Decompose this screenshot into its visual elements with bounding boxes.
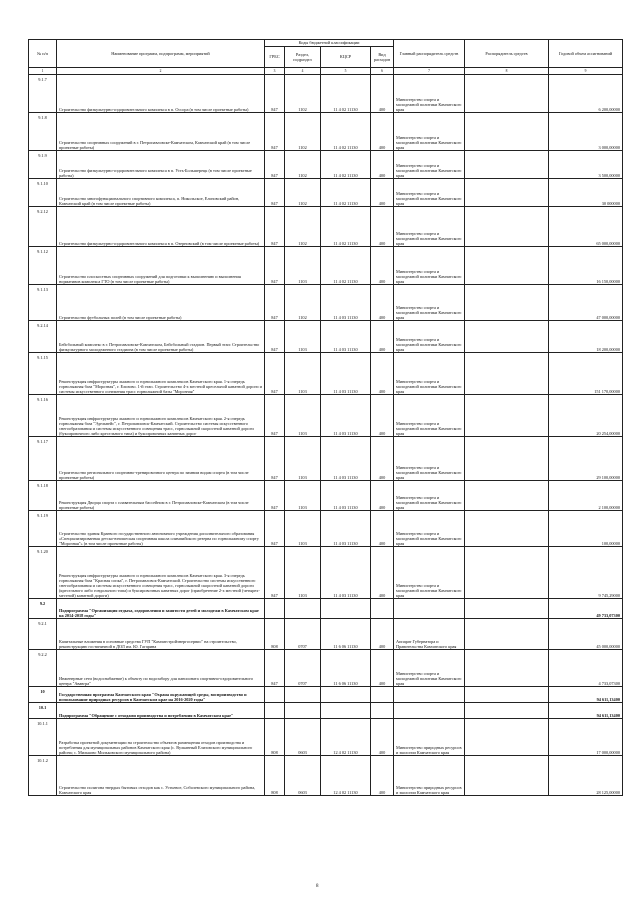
row-ksr: 11 4 03 11130: [321, 437, 371, 481]
row-recipient: [465, 756, 549, 796]
row-razdel: 1103: [285, 321, 321, 353]
row-amount: 29 100,00000: [549, 437, 623, 481]
table-row: [29, 151, 623, 179]
row-main-distributor: Министерство спорта и молодежной политики Камчатского края: [394, 650, 465, 687]
row-amount: 45 000,00000: [549, 619, 623, 650]
row-number: 10.1.1: [29, 719, 57, 756]
row-vid: [371, 599, 394, 619]
row-main-distributor: Министерство спорта и молодежной политики Камчатского края: [394, 151, 465, 179]
row-name: Строительство здания Краевого государственного автономного учреждения дополнительного образования «Специализированная детско-юношеская спортивная школа олимпийского резерва по горнолыжному спорту "Морозная"» (в том числе проектные работы): [57, 511, 265, 547]
row-main-distributor: Министерство спорта и молодежной политики Камчатского края: [394, 113, 465, 151]
row-vid: 400: [371, 75, 394, 113]
row-razdel: 1102: [285, 207, 321, 247]
row-name: Бейсбольный комплекс в г. Петропавловске-Камчатском, Бейсбольный стадион. Первый этап: Строительство физкультурного молодежнного стадиона (в том числе проектные работы): [57, 321, 265, 353]
row-amount: 3 500,00000: [549, 151, 623, 179]
row-recipient: [465, 113, 549, 151]
row-main-distributor: Министерство спорта и молодежной политики Камчатского края: [394, 247, 465, 285]
row-razdel: [285, 599, 321, 619]
table-row: [29, 75, 623, 113]
row-ksr: 11 4 03 11130: [321, 481, 371, 511]
table-row: [29, 650, 623, 687]
row-grbs: 847: [265, 113, 285, 151]
row-ksr: 11 4 03 11130: [321, 547, 371, 599]
table-body: [29, 75, 623, 796]
row-razdel: 0707: [285, 619, 321, 650]
row-number: 9.1.9: [29, 151, 57, 179]
row-recipient: [465, 719, 549, 756]
row-name: Строительство физкультурно-оздоровительного комплекса в п. Усть-Большерецк (в том числе проектные работы): [57, 151, 265, 179]
row-grbs: 847: [265, 547, 285, 599]
row-grbs: 847: [265, 511, 285, 547]
row-grbs: 847: [265, 247, 285, 285]
table-row: [29, 179, 623, 207]
table-row: [29, 756, 623, 796]
row-vid: 400: [371, 395, 394, 437]
row-number: 9.1.10: [29, 179, 57, 207]
row-main-distributor: Министерство спорта и молодежной политики Камчатского края: [394, 353, 465, 395]
row-razdel: 1103: [285, 395, 321, 437]
col-name-header: Наименование программ, подпрограмм, мероприятий: [57, 40, 265, 68]
column-number: 7: [394, 68, 465, 75]
table-row: [29, 619, 623, 650]
row-number: 9.1.17: [29, 437, 57, 481]
col-total-header: Годовой объем ассигнований: [549, 40, 623, 68]
table-row: [29, 321, 623, 353]
table-row: [29, 719, 623, 756]
row-name: Подпрограмма "Организация отдыха, оздоровления и занятости детей и молодежи в Камчатском крае на 2014-2018 годы": [57, 599, 265, 619]
row-recipient: [465, 547, 549, 599]
col-vid-header: Вид расходов: [371, 47, 394, 68]
column-number: 9: [549, 68, 623, 75]
row-ksr: [321, 687, 371, 703]
row-number: 9.2.1: [29, 619, 57, 650]
col-ksr-header: КЦСР: [321, 47, 371, 68]
row-main-distributor: Министерство спорта и молодежной политики Камчатского края: [394, 511, 465, 547]
row-grbs: 847: [265, 353, 285, 395]
row-name: Государственная программа Камчатского края "Охрана окружающей среды, воспроизводство и использование природных ресурсов в Камчатском крае на 2016-2020 годы": [57, 687, 265, 703]
row-number: 9.2.12: [29, 207, 57, 247]
row-recipient: [465, 179, 549, 207]
row-main-distributor: Министерство спорта и молодежной политики Камчатского края: [394, 75, 465, 113]
row-amount: 18 200,00000: [549, 321, 623, 353]
row-number: 9.2: [29, 599, 57, 619]
row-ksr: 11 6 06 11130: [321, 619, 371, 650]
row-vid: 400: [371, 437, 394, 481]
row-ksr: 11 4 02 11130: [321, 113, 371, 151]
row-razdel: 1102: [285, 151, 321, 179]
row-recipient: [465, 687, 549, 703]
row-name: Реконструкция инфраструктуры лыжного и горнолыжного комплексов Камчатского края. 1-я очередь горнолыжная база "Морозная", г. Елизово. 1-й этап. Строительство 4-х местной кресельной канатной дороги и системы искусственного оснежения трасс горнолыжной базы "Морозная": [57, 353, 265, 395]
row-name: Строительство физкультурно-оздоровительного комплекса в п. Оссора (в том числе проектные работы): [57, 75, 265, 113]
row-name: Подпрограмма "Обращение с отходами производства и потребления в Камчатском крае": [57, 703, 265, 719]
row-razdel: 1103: [285, 547, 321, 599]
row-amount: 100,00000: [549, 511, 623, 547]
row-ksr: 12 4 02 11130: [321, 719, 371, 756]
row-number: 9.2.2: [29, 650, 57, 687]
row-name: Разработка проектной документации на строительство объектов размещения отходов производства и потребления для муниципальных районов Камчатского края (с. Вулканный Елизовского муниципального района; с. Мильково Мильковского муниципального района): [57, 719, 265, 756]
row-main-distributor: [394, 703, 465, 719]
row-recipient: [465, 75, 549, 113]
row-vid: 400: [371, 113, 394, 151]
row-vid: 400: [371, 179, 394, 207]
row-vid: [371, 687, 394, 703]
row-number: 10.1: [29, 703, 57, 719]
row-recipient: [465, 151, 549, 179]
row-number: 9.1.18: [29, 481, 57, 511]
col-num-header: № п/п: [29, 40, 57, 68]
row-recipient: [465, 353, 549, 395]
row-ksr: 11 4 02 11130: [321, 75, 371, 113]
column-number: 6: [371, 68, 394, 75]
row-vid: 400: [371, 207, 394, 247]
row-vid: 400: [371, 756, 394, 796]
row-amount: 30 000000: [549, 179, 623, 207]
row-grbs: 847: [265, 151, 285, 179]
row-name: Реконструкция инфраструктуры лыжного и горнолыжного комплексов Камчатского края. 2-я очередь горнолыжная база "Эдельвейс", г. Петропавловск-Камчатский. Строительство системы искусственного снегообразования и системы искусственного освещения трасс, горнолыжной скоростной канатной дороги (буксировочного либо кресельного типа) и буксировочных канатных дорог: [57, 395, 265, 437]
row-name: Строительство полигона твердых бытовых отходов как с. Устьевое, Соболевского муниципального района, Камчатского края: [57, 756, 265, 796]
column-number: 4: [285, 68, 321, 75]
row-name: Реконструкция Дворца спорта с плавательным бассейном в г. Петропавловске-Камчатском (в том числе проектные работы): [57, 481, 265, 511]
row-name: Строительство плоскостных спортивных сооружений для подготовки к выполнению и выполнения нормативов комплекса ГТО (в том числе проектные работы): [57, 247, 265, 285]
row-amount: 20 254,00000: [549, 395, 623, 437]
row-main-distributor: [394, 687, 465, 703]
row-grbs: 847: [265, 481, 285, 511]
row-number: 9.1.15: [29, 353, 57, 395]
row-amount: 9 745,29000: [549, 547, 623, 599]
row-amount: 3 000,00000: [549, 113, 623, 151]
row-recipient: [465, 619, 549, 650]
row-recipient: [465, 437, 549, 481]
row-amount: 4 733,07300: [549, 650, 623, 687]
row-amount: 49 733,07300: [549, 599, 623, 619]
row-ksr: 11 4 03 11130: [321, 321, 371, 353]
row-amount: 94 611,13400: [549, 687, 623, 703]
row-grbs: [265, 703, 285, 719]
row-vid: 400: [371, 719, 394, 756]
row-recipient: [465, 650, 549, 687]
row-grbs: 847: [265, 395, 285, 437]
row-amount: 16 150,00000: [549, 247, 623, 285]
column-number-row: [29, 68, 623, 75]
row-name: Реконструкция инфраструктуры лыжного и горнолыжного комплексов Камчатского края. 3-я очередь горнолыжная база "Красная сопка", г. Петропавловск-Камчатский. Строительство системы искусственного снегообразования и системы искусственного освещения трасс, горнолыжной скоростной канатной дороги (кресельного либо гондольного типа) и буксировочных канатных дорог (приобретение 2-х местной (четырех-местной) канатной дороги): [57, 547, 265, 599]
row-number: 9.1.8: [29, 113, 57, 151]
row-razdel: 1103: [285, 247, 321, 285]
column-number: 3: [265, 68, 285, 75]
row-grbs: 847: [265, 437, 285, 481]
row-ksr: 11 4 02 11130: [321, 247, 371, 285]
row-grbs: 808: [265, 619, 285, 650]
row-razdel: 0603: [285, 719, 321, 756]
row-grbs: [265, 687, 285, 703]
col-main-header: Главный распорядитель средств: [394, 40, 465, 68]
row-vid: 400: [371, 511, 394, 547]
row-razdel: 1103: [285, 481, 321, 511]
row-ksr: 11 4 03 11130: [321, 285, 371, 321]
row-main-distributor: Министерство природных ресурсов и экологии Камчатского края: [394, 756, 465, 796]
column-number: 2: [57, 68, 265, 75]
row-amount: 94 611,13400: [549, 703, 623, 719]
row-razdel: 0707: [285, 650, 321, 687]
row-recipient: [465, 511, 549, 547]
row-recipient: [465, 247, 549, 285]
row-grbs: 847: [265, 650, 285, 687]
row-razdel: 1102: [285, 113, 321, 151]
row-number: 9.1.7: [29, 75, 57, 113]
row-razdel: [285, 703, 321, 719]
row-main-distributor: Министерство спорта и молодежной политики Камчатского края: [394, 207, 465, 247]
page-number: 8: [316, 884, 319, 889]
column-number: 5: [321, 68, 371, 75]
row-main-distributor: Министерство спорта и молодежной политики Камчатского края: [394, 395, 465, 437]
row-vid: [371, 703, 394, 719]
row-ksr: 11 6 06 11130: [321, 650, 371, 687]
row-razdel: 1103: [285, 511, 321, 547]
table-row: [29, 481, 623, 511]
col-razdel-header: Раздел, подраздел: [285, 47, 321, 68]
row-grbs: 847: [265, 285, 285, 321]
row-grbs: 808: [265, 719, 285, 756]
table-row: [29, 353, 623, 395]
col-grbs-header: ГРБС: [265, 47, 285, 68]
table-row: [29, 599, 623, 619]
row-grbs: 808: [265, 756, 285, 796]
row-vid: 400: [371, 650, 394, 687]
row-main-distributor: Министерство спорта и молодежной политики Камчатского края: [394, 285, 465, 321]
table-row: [29, 113, 623, 151]
row-number: 9.1.19: [29, 511, 57, 547]
row-ksr: [321, 599, 371, 619]
table-row: [29, 395, 623, 437]
row-razdel: 1102: [285, 75, 321, 113]
row-amount: 65 000,00000: [549, 207, 623, 247]
row-vid: 400: [371, 619, 394, 650]
row-ksr: 11 4 03 11130: [321, 353, 371, 395]
row-grbs: 847: [265, 179, 285, 207]
row-vid: 400: [371, 547, 394, 599]
row-number: 10: [29, 687, 57, 703]
row-vid: 400: [371, 151, 394, 179]
row-razdel: [285, 687, 321, 703]
row-amount: 151 170,00000: [549, 353, 623, 395]
row-ksr: 12 4 02 11130: [321, 756, 371, 796]
row-vid: 400: [371, 285, 394, 321]
row-vid: 400: [371, 247, 394, 285]
row-recipient: [465, 321, 549, 353]
row-vid: 400: [371, 481, 394, 511]
row-recipient: [465, 703, 549, 719]
row-vid: 400: [371, 321, 394, 353]
table-row: [29, 437, 623, 481]
row-name: Инженерные сети (водоснабжение) к объекту по водозабору для пансионата спортивно-оздоровительного центра "Ававгра": [57, 650, 265, 687]
row-main-distributor: Аппарат Губернатора и Правительства Камчатского края: [394, 619, 465, 650]
row-razdel: 1103: [285, 437, 321, 481]
row-name: Строительство спортивных сооружений в г. Петропавловске-Камчатском, Камчатский край (в том числе проектные работы): [57, 113, 265, 151]
row-ksr: 11 4 02 11130: [321, 207, 371, 247]
table-row: [29, 511, 623, 547]
row-razdel: 0603: [285, 756, 321, 796]
row-amount: 17 000,00000: [549, 719, 623, 756]
row-main-distributor: Министерство спорта и молодежной политики Камчатского края: [394, 437, 465, 481]
row-razdel: 1102: [285, 285, 321, 321]
codes-group-header: Коды бюджетной классификации: [265, 40, 394, 47]
row-recipient: [465, 599, 549, 619]
row-number: 9.2.14: [29, 321, 57, 353]
table-row: [29, 703, 623, 719]
row-number: 9.1.13: [29, 285, 57, 321]
table-row: [29, 207, 623, 247]
row-ksr: 11 4 02 11130: [321, 151, 371, 179]
row-grbs: 847: [265, 75, 285, 113]
row-amount: 47 000,00000: [549, 285, 623, 321]
row-name: Строительство регионального спортивно-тренировочного центра по зимним видам спорта (в том числе проектные работы): [57, 437, 265, 481]
row-main-distributor: Министерство природных ресурсов и экологии Камчатского края: [394, 719, 465, 756]
row-number: 9.1.16: [29, 395, 57, 437]
row-grbs: [265, 599, 285, 619]
row-main-distributor: Министерство спорта и молодежной политики Камчатского края: [394, 179, 465, 207]
row-recipient: [465, 481, 549, 511]
row-amount: 6 200,00000: [549, 75, 623, 113]
row-razdel: 1102: [285, 179, 321, 207]
row-recipient: [465, 395, 549, 437]
row-main-distributor: Министерство спорта и молодежной политики Камчатского края: [394, 321, 465, 353]
row-ksr: 11 4 03 11130: [321, 511, 371, 547]
row-name: Капитальные вложения в основные средства ГУП "Камчатстройэнергосервис" на строительство, реконструкцию гостиничной в ДОЛ им. Ю. Гагарина: [57, 619, 265, 650]
row-grbs: 847: [265, 207, 285, 247]
column-number: 1: [29, 68, 57, 75]
row-main-distributor: Министерство спорта и молодежной политики Камчатского края: [394, 547, 465, 599]
row-main-distributor: [394, 599, 465, 619]
table-row: [29, 547, 623, 599]
row-number: 10.1.2: [29, 756, 57, 796]
row-grbs: 847: [265, 321, 285, 353]
row-recipient: [465, 207, 549, 247]
row-main-distributor: Министерство спорта и молодежной политики Камчатского края: [394, 481, 465, 511]
row-number: 9.1.20: [29, 547, 57, 599]
row-number: 9.1.12: [29, 247, 57, 285]
row-ksr: [321, 703, 371, 719]
row-name: Строительство многофункционального спортивного комплекса, п. Никольское, Елизовский район, Камчатский край (в том числе проектные работы): [57, 179, 265, 207]
row-razdel: 1103: [285, 353, 321, 395]
table-row: [29, 687, 623, 703]
row-amount: 28 125,00000: [549, 756, 623, 796]
row-amount: 2 100,00000: [549, 481, 623, 511]
budget-table: [28, 39, 623, 796]
row-name: Строительство футбольных полей (в том числе проектные работы): [57, 285, 265, 321]
row-ksr: 11 4 02 11130: [321, 179, 371, 207]
row-ksr: 11 4 03 11130: [321, 395, 371, 437]
row-vid: 400: [371, 353, 394, 395]
col-recipient-header: Распорядитель средств: [465, 40, 549, 68]
table-row: [29, 285, 623, 321]
row-name: Строительство физкультурно-оздоровительного комплекса в п. Озерновский (в том числе проектные работы): [57, 207, 265, 247]
row-recipient: [465, 285, 549, 321]
column-number: 8: [465, 68, 549, 75]
table-row: [29, 247, 623, 285]
